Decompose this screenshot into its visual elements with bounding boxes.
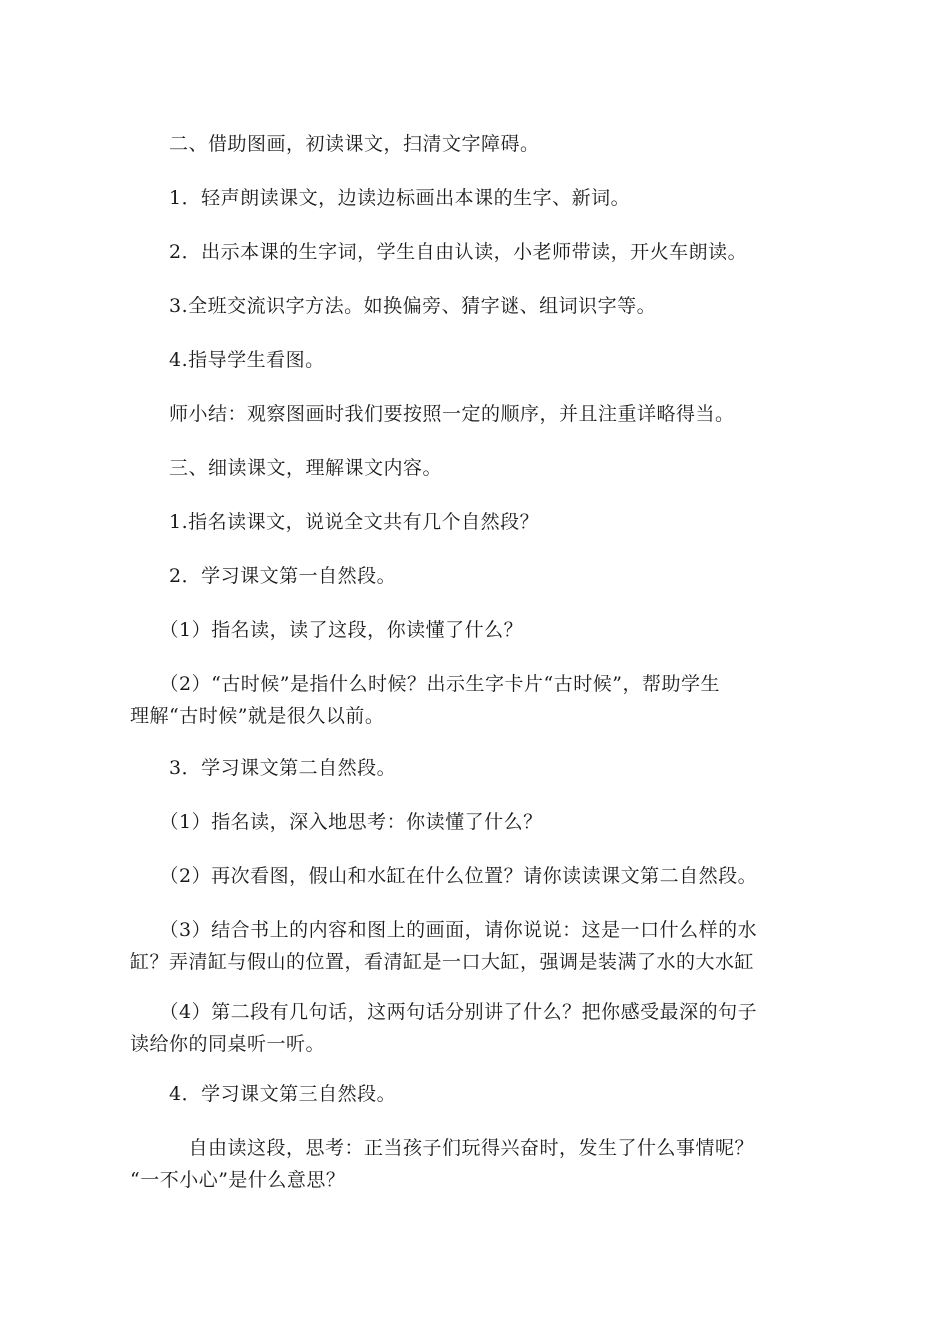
free-reading-paragraph: 自由读这段，思考：正当孩子们玩得兴奋时，发生了什么事情呢？ “一不小心”是什么意思？ [130,1137,755,1191]
sub-item-3-4-paragraph: （4）第二段有几句话，这两句话分别讲了什么？把你感受最深的句子 读给你的同桌听一听。 [130,1001,758,1055]
reading-step-4-paragraph: 4．学习课文第三自然段。 [130,1083,397,1105]
reading-step-1-paragraph: 1.指名读课文，说说全文共有几个自然段？ [130,511,540,533]
sub-item-3-1-paragraph: （1）指名读，深入地思考：你读懂了什么？ [130,811,543,833]
sub-item-3-3-paragraph: （3）结合书上的内容和图上的画面，请你说说：这是一口什么样的水 缸？弄清缸与假山的位置，看清缸是一口大缸，强调是装满了水的大水缸 [130,919,758,973]
teacher-summary-paragraph: 师小结：观察图画时我们要按照一定的顺序，并且注重详略得当。 [130,403,735,425]
sub-item-1-paragraph: （1）指名读，读了这段，你读懂了什么？ [130,619,524,641]
sub-item-2-paragraph: （2）“古时候”是指什么时候？出示生字卡片“古时候”，帮助学生 理解“古时候”就是很久以前。 [130,673,720,727]
sub-item-3-2-paragraph: （2）再次看图，假山和水缸在什么位置？请你读读课文第二自然段。 [130,865,758,887]
section-heading-3: 三、细读课文，理解课文内容。 [130,457,443,479]
reading-step-2-paragraph: 2．学习课文第一自然段。 [130,565,397,587]
step-3-paragraph: 3.全班交流识字方法。如换偏旁、猜字谜、组词识字等。 [130,295,657,317]
reading-step-3-paragraph: 3．学习课文第二自然段。 [130,757,397,779]
step-1-paragraph: 1．轻声朗读课文，边读边标画出本课的生字、新词。 [130,187,631,209]
section-heading-2: 二、借助图画，初读课文，扫清文字障碍。 [130,133,540,155]
step-4-paragraph: 4.指导学生看图。 [130,349,325,371]
step-2-paragraph: 2．出示本课的生字词，学生自由认读，小老师带读，开火车朗读。 [130,241,748,263]
